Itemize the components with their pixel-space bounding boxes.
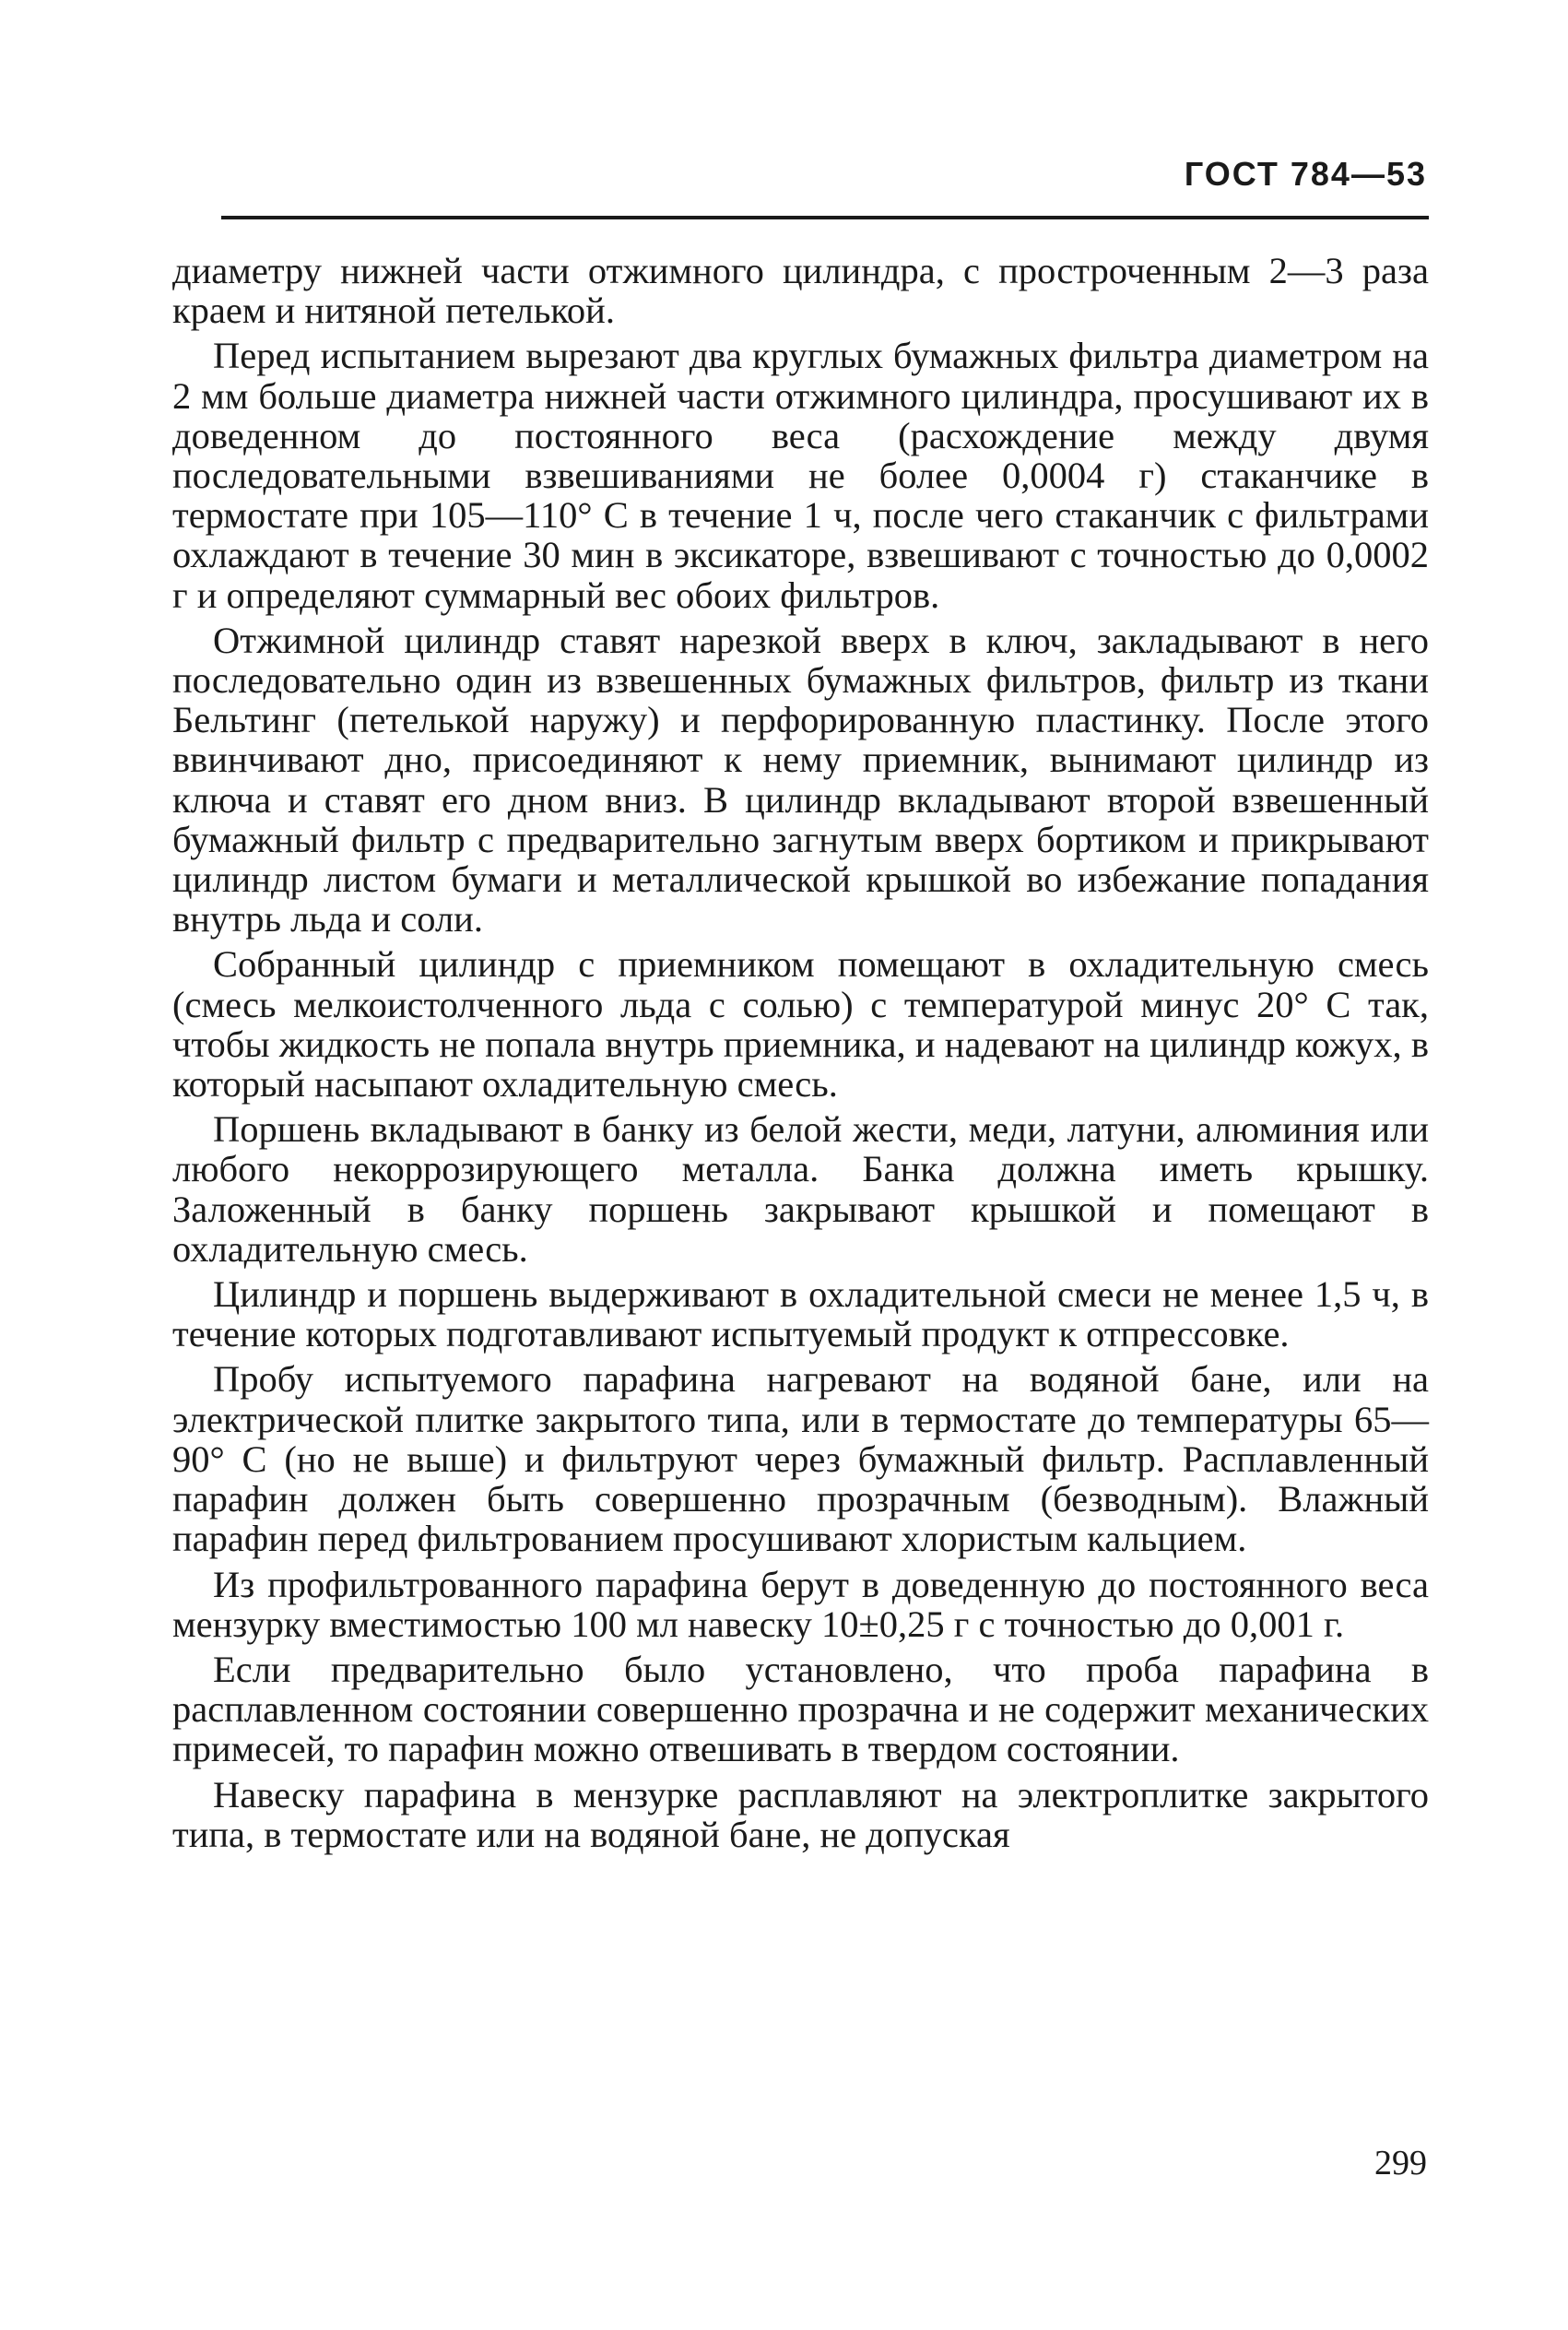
- body-text: [172, 251, 1429, 1860]
- paragraph: Собранный цилиндр с приемником помещают в охладительную смесь (смесь мелкоистолченного льда с солью) с температурой минус 20° С так, чтобы жидкость не попала внутрь приемника, и надевают на цилиндр кожух, в который насыпают охладительную смесь.: [172, 943, 1429, 1106]
- paragraph: Навеску парафина в мензурке расплавляют на электроплитке закрытого типа, в термостате или на водяной бане, не допуская: [172, 1773, 1429, 1855]
- paragraph: Поршень вкладывают в банку из белой жести, меди, латуни, алюминия или любого некоррозирующего металла. Банка должна иметь крышку. Заложенный в банку поршень закрывают крышкой и помещают в охладительную смесь.: [172, 1108, 1429, 1270]
- page-number: 299: [1374, 2144, 1427, 2182]
- paragraph-continuation: диаметру нижней части отжимного цилиндра, с простроченным 2—3 раза краем и нитяной петелькой.: [172, 250, 1429, 332]
- paragraph: Перед испытанием вырезают два круглых бумажных фильтра диаметром на 2 мм больше диаметра нижней части отжимного цилиндра, просушивают их в доведенном до постоянного веса (расхождение между двумя последовательными взвешиваниями не более 0,0004 г) стаканчике в термостате при 105—110° С в течение 1 ч, после чего стаканчик с фильтрами охлаждают в течение 30 мин в эксикаторе, взвешивают с точностью до 0,0002 г и определяют суммарный вес обоих фильтров.: [172, 335, 1429, 616]
- paragraph: Из профильтрованного парафина берут в доведенную до постоянного веса мензурку вместимостью 100 мл навеску 10±0,25 г с точностью до 0,001 г.: [172, 1563, 1429, 1645]
- paragraph: Цилиндр и поршень выдерживают в охладительной смеси не менее 1,5 ч, в течение которых подготавливают испытуемый продукт к отпрессовке.: [172, 1273, 1429, 1355]
- paragraph: Если предварительно было установлено, что проба парафина в расплавленном состоянии совершенно прозрачна и не содержит механических примесей, то парафин можно отвешивать в твердом состоянии.: [172, 1648, 1429, 1770]
- paragraph: Отжимной цилиндр ставят нарезкой вверх в ключ, закладывают в него последовательно один из взвешенных бумажных фильтров, фильтр из ткани Бельтинг (петелькой наружу) и перфорированную пластинку. После этого ввинчивают дно, присоединяют к нему приемник, вынимают цилиндр из ключа и ставят его дном вниз. В цилиндр вкладывают второй взвешенный бумажный фильтр с предварительно загнутым вверх бортиком и прикрывают цилиндр листом бумаги и металлической крышкой во избежание попадания внутрь льда и соли.: [172, 619, 1429, 940]
- standard-code: ГОСТ 784—53: [1184, 155, 1427, 193]
- paragraph: Пробу испытуемого парафина нагревают на водяной бане, или на электрической плитке закрытого типа, или в термостате до температуры 65—90° С (но не выше) и фильтруют через бумажный фильтр. Расплавленный парафин должен быть совершенно прозрачным (безводным). Влажный парафин перед фильтрованием просушивают хлористым кальцием.: [172, 1358, 1429, 1560]
- page-header: [277, 155, 1427, 207]
- header-rule: [221, 216, 1429, 219]
